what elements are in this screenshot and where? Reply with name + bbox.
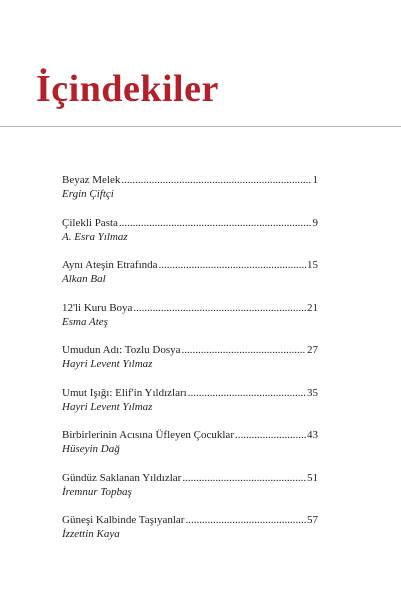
toc-leader-dots bbox=[182, 472, 306, 485]
toc-line bbox=[62, 174, 318, 187]
toc-line bbox=[62, 514, 318, 527]
toc-leader-dots bbox=[159, 259, 306, 272]
toc-entry bbox=[62, 387, 318, 428]
toc-title: Aynı Ateşin Etrafında bbox=[62, 259, 158, 271]
toc-entry bbox=[62, 259, 318, 300]
toc-line bbox=[62, 217, 318, 230]
toc-page-number: 1 bbox=[312, 174, 318, 186]
toc-line bbox=[62, 472, 318, 485]
toc-leader-dots bbox=[182, 344, 307, 357]
toc-page-number: 9 bbox=[312, 216, 318, 229]
toc-entry bbox=[62, 344, 318, 385]
toc-title: Umut Işığı: Elif'in Yıldızları bbox=[62, 386, 187, 399]
title-divider bbox=[0, 126, 401, 127]
toc-page-number: 15 bbox=[307, 259, 318, 271]
toc-entry bbox=[62, 514, 318, 555]
toc-line bbox=[62, 259, 318, 272]
toc-title: Umudun Adı: Tozlu Dosya bbox=[62, 344, 181, 356]
toc-entry bbox=[62, 472, 318, 513]
toc-title: Gündüz Saklanan Yıldızlar bbox=[62, 471, 182, 484]
toc-author: Ergin Çiftçi bbox=[62, 188, 114, 200]
toc-title: Çilekli Pasta bbox=[62, 216, 118, 229]
toc-title: Birbirlerinin Acısına Üfleyen Çocuklar bbox=[62, 429, 234, 441]
toc-entry bbox=[62, 429, 318, 470]
page-title: İçindekiler bbox=[36, 68, 219, 110]
toc-title: Güneşi Kalbinde Taşıyanlar bbox=[62, 514, 185, 526]
toc-author: Hüseyin Dağ bbox=[62, 443, 120, 455]
toc-leader-dots bbox=[121, 174, 311, 187]
table-of-contents bbox=[62, 174, 318, 557]
toc-title: 12'li Kuru Boya bbox=[62, 301, 133, 314]
toc-page-number: 51 bbox=[307, 471, 318, 484]
toc-entry bbox=[62, 302, 318, 343]
toc-author: Hayri Levent Yılmaz bbox=[62, 400, 153, 413]
toc-author: İzzettin Kaya bbox=[62, 528, 120, 540]
toc-entry bbox=[62, 174, 318, 215]
toc-line bbox=[62, 387, 318, 400]
toc-leader-dots bbox=[119, 217, 312, 230]
toc-page-number: 57 bbox=[307, 514, 318, 526]
toc-leader-dots bbox=[185, 514, 306, 527]
toc-page-number: 27 bbox=[307, 344, 318, 356]
toc-page-number: 43 bbox=[307, 429, 318, 441]
toc-author: Esma Ateş bbox=[62, 315, 108, 328]
toc-line bbox=[62, 429, 318, 442]
toc-leader-dots bbox=[133, 302, 306, 315]
toc-leader-dots bbox=[235, 429, 306, 442]
toc-line bbox=[62, 302, 318, 315]
toc-author: A. Esra Yılmaz bbox=[62, 230, 128, 243]
toc-author: Alkan Bal bbox=[62, 273, 106, 285]
toc-line bbox=[62, 344, 318, 357]
toc-page-number: 21 bbox=[307, 301, 318, 314]
toc-title: Beyaz Melek bbox=[62, 174, 121, 186]
toc-author: İremnur Topbaş bbox=[62, 485, 132, 498]
toc-author: Hayri Levent Yılmaz bbox=[62, 358, 153, 370]
toc-page-number: 35 bbox=[307, 386, 318, 399]
toc-entry bbox=[62, 217, 318, 258]
toc-leader-dots bbox=[188, 387, 306, 400]
